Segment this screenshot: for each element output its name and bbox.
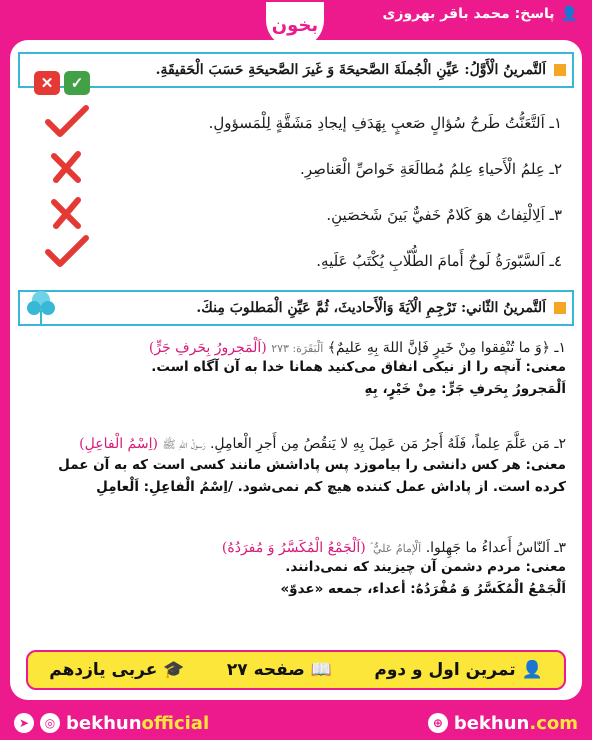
- lesson-info-box: [26, 650, 566, 690]
- section-marker-icon: [554, 302, 566, 314]
- graduation-cap-icon: 🎓: [163, 660, 185, 680]
- author-name: پاسخ: محمد باقر بهروزی: [382, 6, 555, 22]
- verse-text: ١ـ ﴿وَ ما تُنْفِقوا مِنْ خَيرٍ فَإنَّ اللهَ بِهِ عَليمٌ﴾: [327, 340, 566, 356]
- user-icon: 👤: [560, 6, 578, 22]
- instagram-icon: ◎: [40, 713, 60, 733]
- true-false-icons: [34, 71, 90, 95]
- q2-title: اَلتَّمرينُ الثّاني: تَرْجِمِ الْآيَةَ وَالْأَحاديثَ، ثُمَّ عَيِّنِ الْمَطلوبَ مِنكَ.: [196, 300, 546, 316]
- meaning-line: معنی: هر کس دانشی را بیاموزد پس پاداشش مانند کسی است که به آن عمل: [58, 457, 566, 473]
- worksheet-page: [10, 40, 582, 700]
- bottom-bar: [0, 708, 592, 738]
- verse-target: (اِسْمُ الْفاعِلِ): [79, 436, 158, 452]
- q2-item-1: [26, 340, 566, 400]
- verse-source: اَلْإمامُ عَليٌّ ؑ: [370, 542, 422, 555]
- verse-source: رَسولُ اللهِ ﷺ: [162, 438, 206, 451]
- q2-title-bar: [18, 290, 574, 326]
- answer-line: اَلْمَجرورُ بِحَرفِ جَرٍّ: مِنْ خَيْرٍ، بِهِ: [364, 381, 566, 397]
- exercises-label: 👤 تمرین اول و دوم: [374, 660, 543, 680]
- social-handle[interactable]: ➤ ◎ bekhunofficial: [14, 713, 209, 734]
- meaning-line: معنی: آنچه را از نیکی انفاق می‌کنید همانا خدا به آن آگاه است.: [151, 359, 566, 375]
- meaning-line: معنی: مردم دشمن آن چیزیند که نمی‌دانند.: [285, 559, 566, 575]
- check-mark-icon: [44, 234, 90, 268]
- cross-box-icon: ✕: [34, 71, 60, 95]
- q2-item-3: [26, 540, 566, 600]
- decorative-flower-icon: [24, 286, 58, 326]
- q1-item-3: ٣ـ اَلِالْتِفاتُ هوَ كَلامٌ خَفيٌّ بَينَ شَخصَينِ.: [326, 206, 562, 224]
- website-link[interactable]: ⊕ bekhun.com: [428, 713, 578, 734]
- brand-logo: بخون: [266, 2, 324, 48]
- page-label: 📖 صفحه ۲۷: [226, 660, 332, 680]
- globe-icon: ⊕: [428, 713, 448, 733]
- check-mark-icon: [44, 104, 90, 138]
- verse-source: اَلْبَقَرَة: ٢٧٣: [271, 342, 324, 355]
- verse-target: (اَلْجَمْعُ الْمُكَسَّرُ وَ مُفرَدُهُ): [221, 540, 366, 556]
- verse-text: ٢ـ مَن عَلَّمَ عِلماً، فَلَهُ أَجرُ مَن عَمِلَ بِهِ لا يَنقُصُ مِن أَجرِ الْعامِلِ.: [209, 436, 566, 452]
- q2-item-2: [26, 436, 566, 498]
- telegram-icon: ➤: [14, 713, 34, 733]
- section-marker-icon: [554, 64, 566, 76]
- cross-mark-icon: [44, 196, 90, 230]
- book-open-icon: 📖: [310, 660, 332, 680]
- q1-item-2: ٢ـ عِلمُ الْأَحياءِ عِلمُ مُطالَعَةِ خَواصِّ الْعَناصِرِ.: [300, 160, 562, 178]
- book-label: 🎓 عربی یازدهم: [49, 660, 185, 680]
- check-box-icon: ✓: [64, 71, 90, 95]
- author-credit: [383, 6, 578, 22]
- user-icon: 👤: [521, 660, 543, 680]
- q1-item-4: ٤ـ اَلسَّبّورَةُ لَوحٌ أَمامَ الطُّلّابِ يُكْتَبُ عَلَيهِ.: [316, 252, 562, 270]
- q1-item-1: ١ـ اَلتَّعَنُّتُ طَرحُ سُؤالٍ صَعبٍ بِهَدَفِ إيجادِ مَشَقَّةٍ لِلْمَسؤولِ.: [208, 114, 562, 132]
- q1-title-bar: [18, 52, 574, 92]
- verse-target: (اَلْمَجرورُ بِحَرفِ جَرٍّ): [148, 340, 267, 356]
- answer-line: اَلْجَمْعُ الْمُكَسَّرُ وَ مُفْرَدُهُ: أعداء، جمعه «عدوّ»: [280, 581, 566, 597]
- q1-title: اَلتَّمرينُ الْأَوَّلُ: عَيِّنِ الْجُملَةَ الصَّحيحَةَ وَ غَيرَ الصَّحيحَةِ حَسَبَ الْحَقيقَةِ.: [155, 62, 546, 78]
- cross-mark-icon: [44, 150, 90, 184]
- verse-text: ٣ـ اَلنّاسُ أَعداءُ ما جَهِلوا.: [425, 540, 566, 556]
- answer-line: کرده است. از پاداش عمل کننده هیچ کم نمی‌شود. /اِسْمُ الْفاعِلِ: اَلْعامِلِ: [96, 479, 566, 495]
